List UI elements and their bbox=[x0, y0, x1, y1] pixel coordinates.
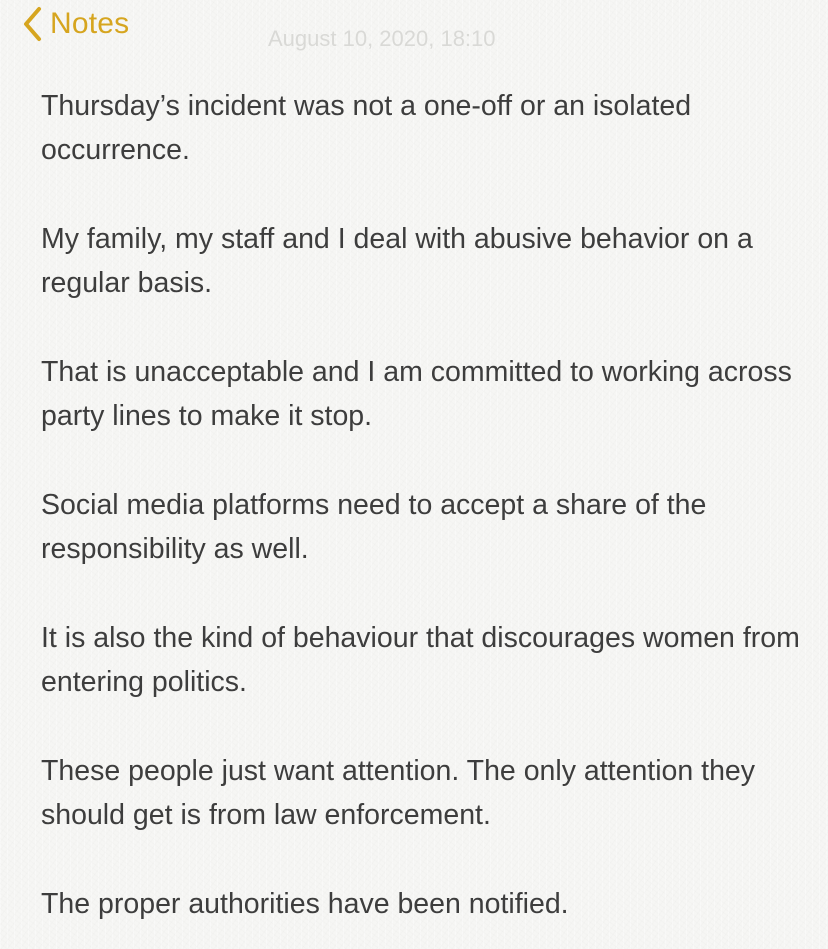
back-button-label: Notes bbox=[50, 7, 130, 40]
note-paragraph-1: Thursday’s incident was not a one-off or an isolated occurrence. bbox=[41, 90, 692, 166]
note-paragraph-4: Social media platforms need to accept a share of the responsibility as well. bbox=[41, 489, 707, 565]
back-to-notes-button[interactable] bbox=[22, 2, 129, 46]
note-paragraph-6: These people just want attention. The only attention they should get is from law enforcement. bbox=[41, 755, 756, 831]
note-paragraph-2: My family, my staff and I deal with abusive behavior on a regular basis. bbox=[41, 223, 753, 299]
note-body[interactable] bbox=[41, 84, 811, 926]
note-paragraph-3: That is unacceptable and I am committed to working across party lines to make it stop. bbox=[41, 356, 792, 432]
note-date: August 10, 2020, 18:10 bbox=[268, 26, 496, 51]
note-paragraph-5: It is also the kind of behaviour that discourages women from entering politics. bbox=[41, 622, 800, 698]
chevron-left-icon bbox=[22, 6, 42, 42]
note-paragraph-7: The proper authorities have been notified. bbox=[41, 888, 569, 920]
